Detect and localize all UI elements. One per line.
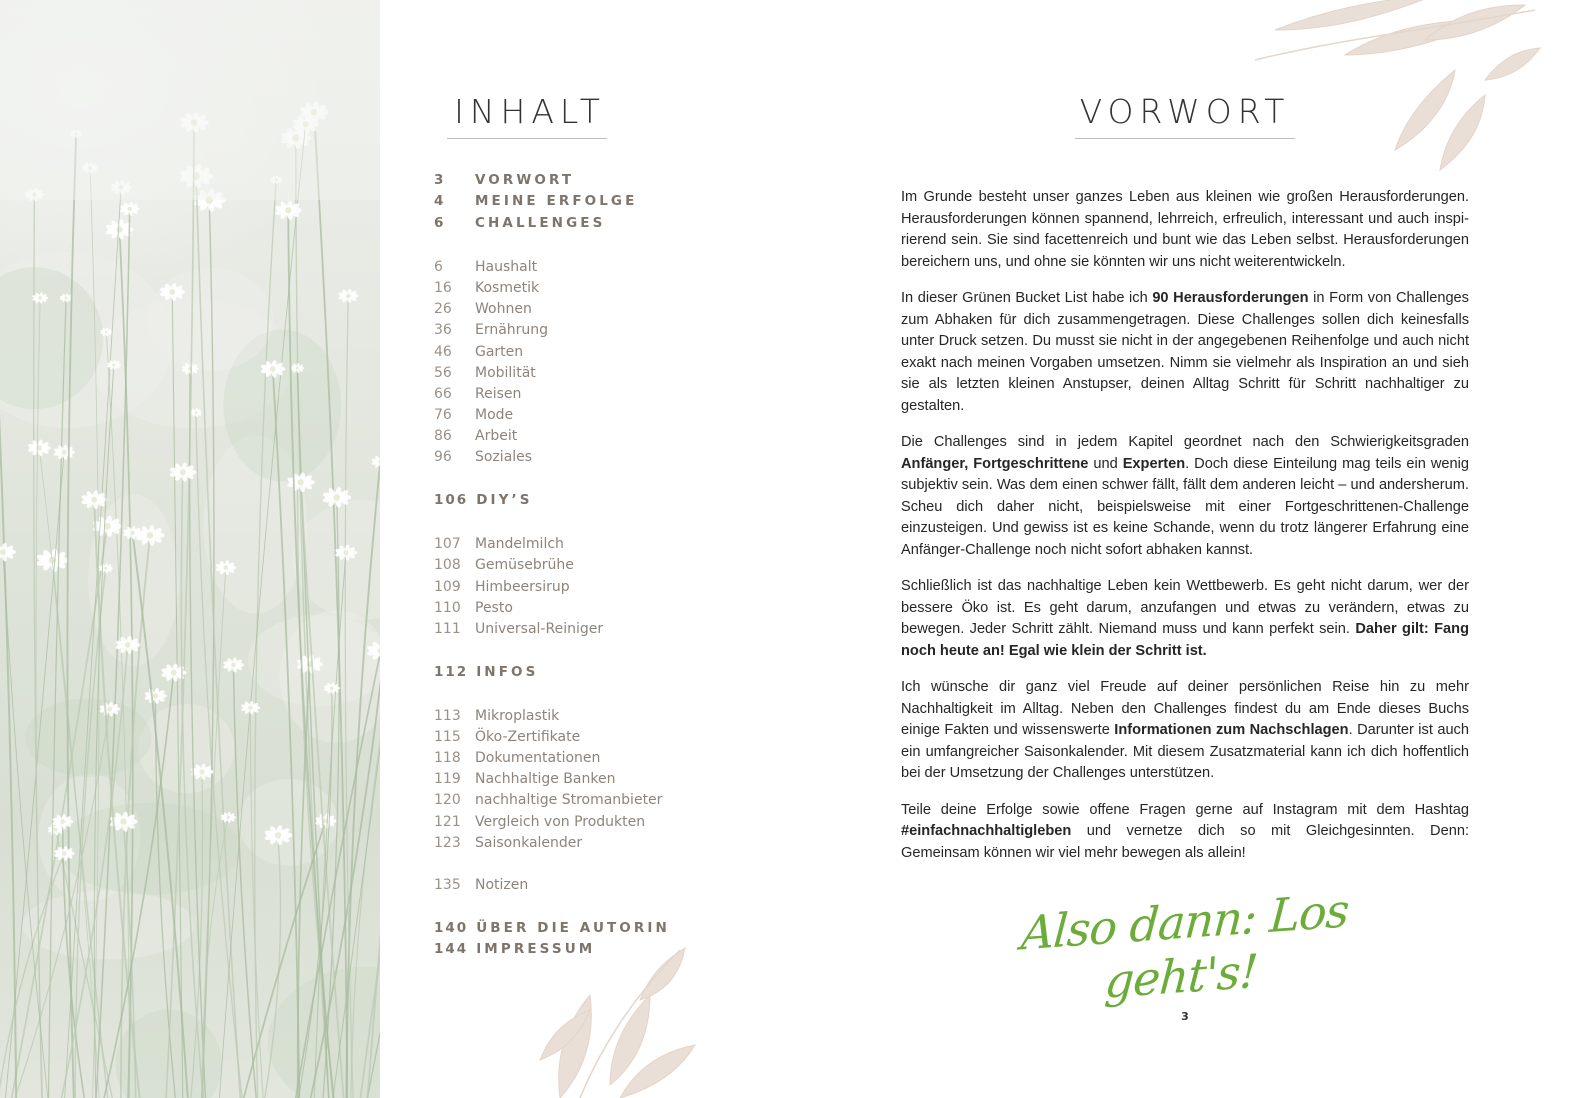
toc-page-number: 112 [434, 664, 469, 680]
toc-label: Ernährung [475, 322, 549, 338]
bold-text: 90 Herausforderungen [1152, 290, 1309, 306]
toc-page-number: 16 [434, 280, 452, 296]
toc-label: MEINE ERFOLGE [475, 193, 638, 209]
toc-entry [434, 555, 574, 575]
toc-label: Mikroplastik [475, 708, 560, 724]
bold-text: Experten [1122, 455, 1186, 472]
toc-label: Garten [475, 344, 524, 360]
toc-entry [434, 598, 513, 618]
toc-label: Himbeersirup [475, 579, 570, 595]
toc-entry [434, 405, 513, 425]
toc-page-number: 113 [434, 708, 461, 724]
toc-heading-entry [434, 939, 595, 959]
text-run: Teile deine Erfolge sowie offene Fragen gerne auf Instagram mit dem Hashtag [901, 801, 1469, 818]
toc-page-number: 107 [434, 536, 461, 552]
bold-text: #einfachnachhaltigleben [901, 823, 1072, 839]
toc-label: Öko-Zertifikate [475, 729, 581, 745]
toc-label: Wohnen [475, 301, 532, 317]
toc-page-number: 86 [434, 428, 452, 444]
text-run: In dieser Grünen Bucket List habe ich [901, 290, 1153, 306]
preface-body [901, 187, 1469, 879]
preface-paragraph [901, 187, 1469, 273]
toc-label: VORWORT [475, 172, 575, 188]
toc-label: ÜBER DIE AUTORIN [476, 920, 670, 936]
leaf-decoration-top-icon [1255, 0, 1545, 175]
toc-page-number: 120 [434, 792, 461, 808]
toc-heading-entry [434, 191, 637, 211]
preface-paragraph [901, 677, 1469, 785]
toc-title-divider [447, 138, 607, 139]
toc-entry [434, 426, 517, 446]
text-run: Ich wünsche dir ganz viel Freude auf deiner persönlichen Reise hin zu mehr Nachhaltigkeit im Alltag. Neben den Challenges findest du am Ende dieses Buchs einige Fakten und wissenswerte [901, 679, 1469, 738]
toc-entry [434, 299, 532, 319]
toc-label: CHALLENGES [475, 215, 606, 231]
toc-entry [434, 619, 603, 639]
toc-label: Soziales [475, 449, 533, 465]
page-number: 3 [1181, 1010, 1189, 1023]
toc-label: Nachhaltige Banken [475, 771, 616, 787]
signoff-script: Also dann: Los geht's! [1019, 883, 1351, 1009]
toc-label: IMPRESSUM [476, 941, 596, 957]
text-run: . Darunter ist auch ein umfangreicher Saisonkalender. Mit diesem Zusatzmaterial kann ich dich hoffentlich bei der Umsetzung der Challenges unterstützen. [901, 722, 1469, 781]
text-run: Im Grunde besteht unser ganzes Leben aus kleinen wie großen Herausforderungen. Herausforderungen können spannend, lehrreich, erfreulich, interessant und auch inspirierend sein. Sie sind facettenreich und bunt wie das Leben selbst. Herausforderungen bereichern uns, und ohne sie könnten wir uns nicht weiterentwickeln. [901, 189, 1469, 270]
toc-page-number: 66 [434, 386, 452, 402]
toc-entry [434, 727, 580, 747]
toc-page-number: 4 [434, 193, 445, 209]
toc-page-number: 6 [434, 215, 445, 231]
toc-entry [434, 577, 570, 597]
toc-label: Reisen [475, 386, 522, 402]
toc-label: Vergleich von Produkten [475, 814, 646, 830]
toc-entry [434, 706, 559, 726]
toc-entry [434, 342, 523, 362]
toc-page-number: 96 [434, 449, 452, 465]
toc-label: Haushalt [475, 259, 538, 275]
toc-page-number: 56 [434, 365, 452, 381]
toc-page-number: 144 [434, 941, 469, 957]
toc-entry [434, 363, 536, 383]
text-run: Die Challenges sind in jedem Kapitel geordnet nach den Schwierigkeitsgraden [901, 434, 1469, 450]
toc-entry [434, 447, 532, 467]
toc-page-number: 36 [434, 322, 452, 338]
toc-label: Gemüsebrühe [475, 557, 574, 573]
toc-page-number: 26 [434, 301, 452, 317]
preface-title-divider [1075, 138, 1295, 139]
preface-paragraph [901, 800, 1469, 865]
bold-text: Anfänger, Fortgeschrittene [901, 455, 1089, 472]
toc-page-number: 46 [434, 344, 452, 360]
toc-label: nachhaltige Stromanbieter [475, 792, 663, 808]
toc-page-number: 135 [434, 877, 461, 893]
toc-page-number: 6 [434, 259, 443, 275]
text-run: . Doch diese Einteilung mag teils ein wenig subjektiv sein. Was dem einen schwer fällt, fällt dem anderen leicht – und andersherum. Scheu dich daher nicht, beispielsweise mit einer Fortgeschrittenen-Challenge einzusteigen. Und gewiss ist es keine Schande, wenn du trotz längerer Erfahrung eine Anfänger-Challenge noch nicht sofort abhaken kannst. [901, 455, 1469, 558]
toc-page-number: 3 [434, 172, 445, 188]
toc-page-number: 76 [434, 407, 452, 423]
bold-text: Daher gilt: Fang noch heute an! Egal wie klein der Schritt ist. [901, 621, 1469, 659]
toc-page-number: 109 [434, 579, 461, 595]
toc-heading-entry [434, 490, 533, 510]
toc-entry [434, 748, 600, 768]
toc-entry [434, 384, 521, 404]
toc-title: INHALT [454, 92, 606, 131]
toc-page-number: 108 [434, 557, 461, 573]
preface-paragraph [901, 576, 1469, 662]
toc-label: Kosmetik [475, 280, 540, 296]
toc-page-number: 106 [434, 492, 469, 508]
leaf-decoration-bottom-icon [520, 940, 720, 1098]
flower-meadow-illustration [0, 0, 380, 1098]
toc-entry [434, 320, 548, 340]
toc-label: Dokumentationen [475, 750, 601, 766]
toc-entry [434, 790, 662, 810]
toc-heading-entry [434, 918, 670, 938]
preface-paragraph [901, 288, 1469, 417]
toc-heading-entry [434, 170, 574, 190]
toc-entry [434, 534, 564, 554]
toc-page-number: 119 [434, 771, 461, 787]
flower-photo [0, 0, 380, 1098]
toc-page-number: 140 [434, 920, 469, 936]
preface-paragraph [901, 432, 1469, 561]
toc-entry [434, 769, 615, 789]
text-run: und [1088, 455, 1123, 472]
toc-label: Saisonkalender [475, 835, 583, 851]
toc-entry [434, 812, 645, 832]
toc-heading-entry [434, 662, 538, 682]
toc-entry [434, 278, 539, 298]
toc-label: DIY’S [476, 492, 533, 508]
toc-page-number: 111 [434, 621, 461, 637]
preface-title: VORWORT [1079, 92, 1291, 131]
toc-label: Mandelmilch [475, 536, 564, 552]
toc-label: INFOS [476, 664, 539, 680]
toc-entry [434, 833, 582, 853]
toc-entry [434, 875, 528, 895]
toc-label: Universal-Reiniger [475, 621, 604, 637]
toc-page-number: 110 [434, 600, 461, 616]
text-run: in Form von Challenges zum Abhaken für dich zusammengetragen. Diese Challenges sollen dich keinesfalls unter Druck setzen. Du musst sie nicht in der angegebenen Reihenfolge und auch nicht exakt nach meinen Vorgaben umsetzen. Nimm sie vielmehr als Inspiration an und sieh sie als letzten kleinen Anstupser, deinen Alltag Schritt für Schritt nachhaltiger zu gestalten. [901, 290, 1469, 414]
toc-page-number: 123 [434, 835, 461, 851]
toc-label: Mobilität [475, 365, 536, 381]
toc-entry [434, 257, 537, 277]
toc-page-number: 118 [434, 750, 461, 766]
toc-label: Notizen [475, 877, 529, 893]
text-run: und vernetze dich so mit Gleichgesinnten. Denn: Gemeinsam können wir viel mehr bewegen als allein! [901, 823, 1469, 861]
toc-heading-entry [434, 213, 605, 233]
toc-label: Mode [475, 407, 514, 423]
text-run: Schließlich ist das nachhaltige Leben kein Wettbewerb. Es geht nicht darum, wer der bessere Öko ist. Es geht darum, anzufangen und etwas zu verändern, etwas zu bewegen. Jeder Schritt zählt. Niemand muss und kann perfekt sein. [901, 578, 1469, 637]
toc-page-number: 121 [434, 814, 461, 830]
toc-label: Arbeit [475, 428, 518, 444]
toc-page-number: 115 [434, 729, 461, 745]
toc-label: Pesto [475, 600, 513, 616]
bold-text: Informationen zum Nachschlagen [1114, 722, 1349, 738]
